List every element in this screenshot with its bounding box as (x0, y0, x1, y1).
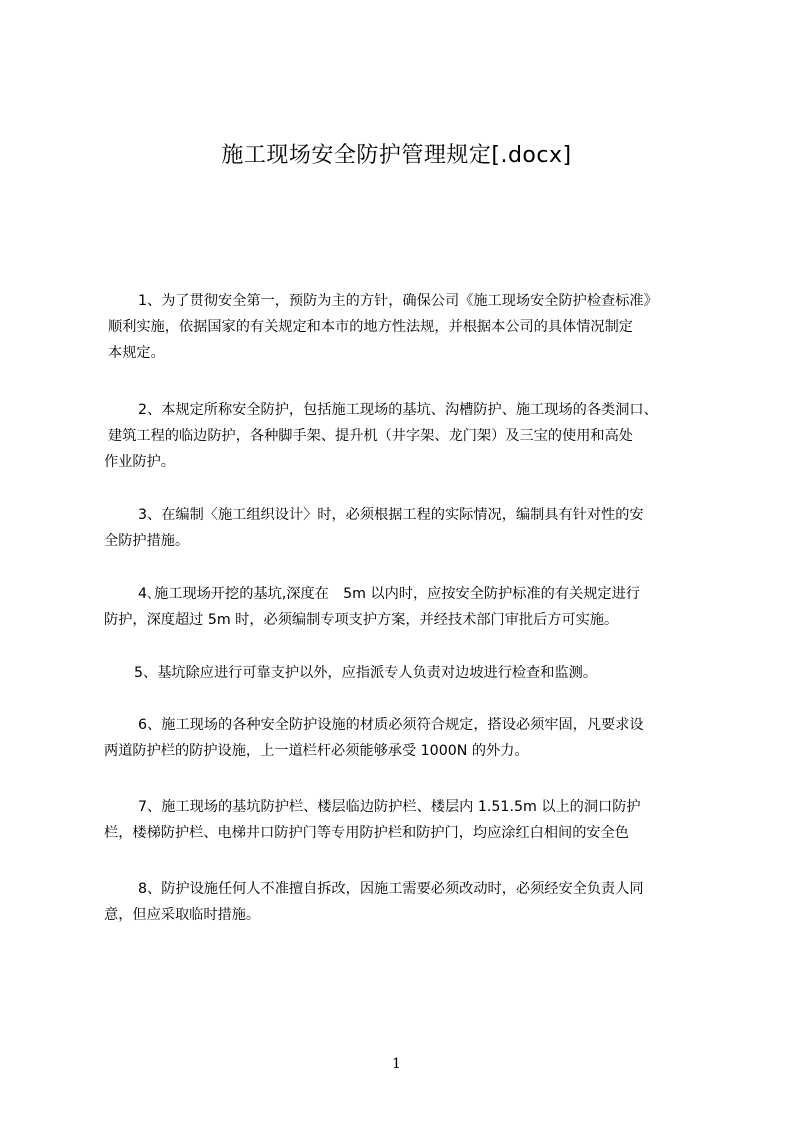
paragraph-2 (104, 397, 724, 475)
paragraph-8 (104, 876, 724, 928)
paragraph-3-line-1: 3、在编制〈施工组织设计〉时，必须根据工程的实际情况，编制具有针对性的安 (138, 507, 644, 523)
paragraph-2-line-1: 2、本规定所称安全防护，包括施工现场的基坑、沟槽防护、施工现场的各类洞口、 (138, 402, 658, 418)
paragraph-3 (104, 502, 724, 554)
paragraph-4 (104, 581, 724, 633)
paragraph-7 (104, 794, 724, 846)
paragraph-6-line-2: 两道防护栏的防护设施，上一道栏杆必须能够承受 1000N 的外力。 (104, 743, 529, 759)
paragraph-1 (104, 288, 724, 366)
page-number: 1 (392, 1056, 401, 1072)
paragraph-1-line-2: 顺利实施，依据国家的有关规定和本市的地方性法规，并根据本公司的具体情况制定 (108, 319, 633, 335)
paragraph-7-line-1: 7、施工现场的基坑防护栏、楼层临边防护栏、楼层内 1.51.5m 以上的洞口防护 (138, 799, 641, 815)
paragraph-1-line-1: 1、为了贯彻安全第一，预防为主的方针，确保公司《施工现场安全防护检查标准》 (138, 293, 658, 309)
paragraph-5-line-1: 5、基坑除应进行可靠支护以外，应指派专人负责对边坡进行检查和监测。 (134, 665, 598, 681)
paragraph-3-line-2: 全防护措施。 (104, 533, 190, 549)
paragraph-6-line-1: 6、施工现场的各种安全防护设施的材质必须符合规定，搭设必须牢固，凡要求设 (138, 717, 644, 733)
paragraph-8-line-1: 8、防护设施任何人不准擅自拆改，因施工需要必须改动时，必须经安全负责人同 (138, 881, 644, 897)
paragraph-4-line-1: 4､施工现场开挖的基坑,深度在 5m 以内时，应按安全防护标准的有关规定进行 (138, 586, 640, 602)
paragraph-4-line-2: 防护，深度超过 5m 时，必须编制专项支护方案，并经技术部门审批后方可实施。 (104, 612, 619, 628)
paragraph-5 (104, 660, 724, 686)
paragraph-2-line-2: 建筑工程的临边防护，各种脚手架、提升机（井字架、龙门架）及三宝的使用和高处 (108, 428, 633, 444)
paragraph-8-line-2: 意，但应采取临时措施。 (104, 907, 261, 923)
paragraph-6 (104, 712, 724, 764)
paragraph-1-line-3: 本规定。 (108, 345, 165, 361)
paragraph-7-line-2: 栏，楼梯防护栏、电梯井口防护门等专用防护栏和防护门，均应涂红白相间的安全色 (104, 825, 629, 841)
document-title: 施工现场安全防护管理规定[.docx] (221, 143, 572, 168)
paragraph-2-line-3: 作业防护。 (104, 454, 175, 470)
